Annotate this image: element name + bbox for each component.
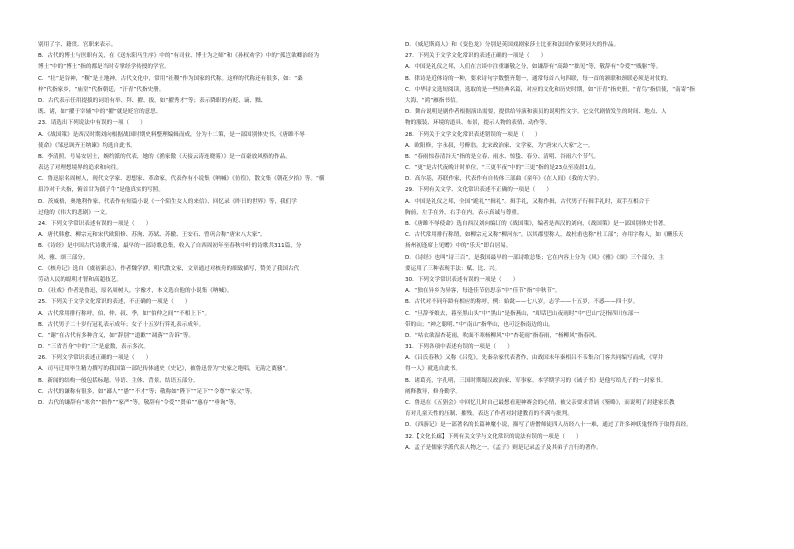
right-column-line: 28．下列关于文学文化常识表述错误的一项是（ ） <box>405 131 541 138</box>
right-column-line: 大海，“鸿”雁指书信。 <box>405 97 462 104</box>
left-column-line: D．古代的谦辞有“寒舍”“拙作”“家严”等，敬辞有“令爱”“贤弟”“惠存”“垂询”等。 <box>38 400 240 406</box>
left-column-line: 25．下列关于文学文化常识的表述，不正确的一项是（ ） <box>38 299 191 306</box>
right-column-line: 要运用了三种表现手法：赋、比、兴。 <box>405 265 501 272</box>
left-column-line: 别用了字、籍贯、官职来表示。 <box>38 42 117 48</box>
right-column-line: 胸前，左手在外，右手在内，表示真诚与尊重。 <box>405 209 523 216</box>
right-column-line: D．舞台说明是剧作者根据演出需要，提供给导演和演员的说明性文字。它交代剧情发生的时间、地点、人 <box>405 109 667 116</box>
right-column-line: B．《唐雎不辱使命》选自西汉刘向编订的《战国策》，编者是西汉的刘向，《战国策》是一部国别体史书著。 <box>405 221 669 227</box>
right-column-line: A．“独在异乡为异客，每逢佳节倍思亲”中“佳节”指“中秋节”。 <box>405 288 561 295</box>
right-column-line: A．孟子是儒家学派代表人物之一，《孟子》则是记录孟子及其弟子言行的著作。 <box>405 444 602 451</box>
right-column-line: A．《吕氏春秋》又称《吕览》，先秦杂家代表著作，由战国末年秦相吕不韦集合门客共同编写而成，《穿井 <box>405 355 664 362</box>
left-column-line: 既、诸，如“擢于宰辅”中的“擢”就是贬官的意思。 <box>38 109 162 116</box>
right-column-line: 扬州初逢席上见赠》中的“乐天”即白居易。 <box>405 243 512 250</box>
right-column-line: B．律诗是近体诗的一种，要求诗句字数整齐划一，通常每首八句四联，每一首的颔联和颈联必须是对仗的。 <box>405 75 672 82</box>
right-column-line: 30．下列文学常识表述有误的一项是（ ） <box>405 276 519 283</box>
right-column-line: 27．下列关于文学文化常识的表述正确的一项是（ ） <box>405 53 547 60</box>
right-column <box>405 40 781 454</box>
left-column-line: 劳动人民的聪明才智和高超技艺。 <box>38 276 122 283</box>
right-column-line: B．古代对不同年龄有相应的称呼，例：始龀——七八岁，志学——十五岁，不惑——四十岁。 <box>405 299 639 306</box>
left-column-line: A．《战国策》是西汉时期刘向根据战国时期史料整理编辑而成，分为十二策，是一部国别体史书，《唐雎不辱 <box>38 131 305 138</box>
left-column-line: D．古代表示任用提拔的词语有举、拜、擢、拔，如“擢秀才”等；表示降职的有贬、谪、黜、 <box>38 97 267 104</box>
left-column-line: C．古代的谦称有很多，如“鄙人”“愚”“不才”等；敬称如“陛下”“足下”“令尊”“家父”等。 <box>38 388 256 395</box>
left-column <box>38 40 414 409</box>
right-column-line: B．“春雨惊春清谷天”指的是立春、雨水、惊蛰、春分、清明、谷雨六个节气。 <box>405 153 600 160</box>
left-column-line: 眉冷对千夫指，俯首甘为孺子牛”是他真实的写照。 <box>38 187 164 194</box>
right-column-line: 育对儿童天性的压制、摧残，表达了作者对封建教育的不满与批判。 <box>405 411 573 418</box>
right-column-line: C．古代常用排行称谓，如柳宗元又称“柳河东”，以其郡望称人，故杜甫也称“杜工部”；亦用字称人，如《酬乐天 <box>405 232 684 239</box>
left-column-line: 表达了对理想境界的追求和向往。 <box>38 165 122 172</box>
left-column-line: 风、雅、颂三部分。 <box>38 254 89 261</box>
left-column-line: C．鲁迅原名周树人，现代文学家、思想家、革命家，代表作有小说集《呐喊》《彷徨》，散文集《朝花夕拾》等。“横 <box>38 176 325 183</box>
right-column-line: 得一人》就选自此书。 <box>405 366 461 373</box>
right-column-line: B．诸葛亮，字孔明，三国时期蜀汉政治家、军事家。本学期学习的《诫子书》是他写给儿子的一封家书。 <box>405 377 667 384</box>
left-column-line: C．“谢”在古代有多种含义，如“辞别”“道歉”“凋落”“告诉”等。 <box>38 332 194 339</box>
right-column-line: 29．下列有关文学、文化常识表述不正确的一项是（ ） <box>405 187 552 194</box>
right-column-line: C．鲁迅在《五猖会》中回忆儿时自己最想看迎神赛会的心情，被父亲要求背诵《鉴略》，而说明了封建家长教 <box>405 400 675 406</box>
right-column-line: 32.【文化长廊】下列有关文学与文化常识的说法有误的一项是（ ） <box>405 433 582 440</box>
right-column-line: D．“咕衣欲湿杏花雨，吹面不寒杨柳风”中“杏花雨”指春雨，“杨柳风”指春风。 <box>405 332 601 339</box>
left-column-line: D．茨威格，奥地利作家，代表作有短篇小说《一个陌生女人的来信》、回忆录《昨日的世界》等，我们学 <box>38 198 297 205</box>
right-column-line: C．“更”是古代夜晚计时单位，“三更半夜”中的“三更”指的是23点至凌晨1点。 <box>405 165 600 172</box>
left-column-line: B．李清照，号易安居士，婉约派的代表，她的《渔家傲（天接云涛连晓雾）》是一首豪放风格的作品。 <box>38 153 291 160</box>
right-column-line: A．中国是礼仪之邦，全国“跪礼”“揖礼”。揖手礼，又称作揖，古代男子行揖手礼时，双手互相合于 <box>405 198 650 205</box>
left-column-line: A．司马迁用毕生精力撰写的我国第一部纪传体通史《史记》，被鲁迅誉为“史家之绝唱，无韵之离骚”。 <box>38 366 291 373</box>
left-column-line: 梓”代指家乡，“庙堂”代指朝廷，“汗青”代指史册。 <box>38 86 165 93</box>
left-column-line: D．“三省吾身”中的“三”是虚数，表示多次。 <box>38 344 149 351</box>
left-column-line: B．古代男子二十岁行冠礼表示成年；女子十五岁行笄礼表示成年。 <box>38 321 205 328</box>
left-column-line: C．《核舟记》选自《虞初新志》，作者魏学洢，明代散文家，文章通过对核舟的细致描写，赞美了我国古代 <box>38 265 300 272</box>
left-column-line: 过他的《伟大的悲剧》一文。 <box>38 209 111 216</box>
left-column-line: B．新闻的结构一般包括标题、导语、主体、背景、结语五部分。 <box>38 377 199 384</box>
right-column-line: C．中华诗文选短阅读，选取的是一些经典名篇，对应的文化和历史时期，如“汗青”指史册，“青鸟”指信使，“南寄”指 <box>405 86 695 93</box>
left-column-line: 使命》《邹忌讽齐王纳谏》均选自此书。 <box>38 142 136 149</box>
right-column-line: D．《威尼斯商人》和《变色龙》分别是英国戏剧家莎士比亚和法国作家契诃夫的作品。 <box>405 42 620 48</box>
left-column-line: D．《社戏》作者是鲁迅，原名周树人，字豫才，本文选自他的小说集《呐喊》。 <box>38 288 233 295</box>
right-column-line: C．“旦辞爷娘去，暮至黑山头”中“黑山”是指燕山，“却话巴山夜雨时”中“巴山”泛指四川东部一 <box>405 310 640 317</box>
right-column-line: 阐释教导，修身勤学。 <box>405 388 461 395</box>
right-column-line: 31．下列各项中表述有误的一项是（ ） <box>405 344 513 351</box>
left-column-line: B．《诗经》是中国古代诗歌开端，最早的一部诗歌总集，收入了自西周初年至春秋中叶的诗歌共311篇，分 <box>38 243 302 250</box>
left-column-line: A．唐代韩愈、柳宗元和宋代欧阳修、苏洵、苏轼、苏辙、王安石、曾巩合称“唐宋八大家”。 <box>38 232 266 239</box>
right-column-line: A．欧阳修，字永叔，号醉翁，北宋政治家、文学家，为“唐宋八大家”之一。 <box>405 142 594 149</box>
left-column-line: B．古代的博士与医职有关，在《送东阳马生序》中的“有司业、博士为之师”和《孙权劝学》中的“孤岂欲卿治经为 <box>38 53 320 60</box>
right-column-line: D．《诗经》也叫“诗三百”，是我国最早的一部诗歌总集；它在内容上分为《风》《雅》《颂》三个部分，主 <box>405 254 665 261</box>
right-column-line: A．中国是礼仪之邦，人们在言谈中注重谦敬之分，如谦辞有“高龄”“拙见”等，敬辞有“令爱”“贱躯”等。 <box>405 64 662 71</box>
left-column-line: C．“壮”是谷神，“稷”是土地神，古代文化中，常用“社稷”作为国家的代称。这样的代称还有很多，如：“桑 <box>38 75 303 82</box>
left-column-line: 博士”中的“博士”指的都是当时专掌经学传授的学官。 <box>38 64 170 71</box>
left-column-line: 24．下列文学常识表述有误的一项是（ ） <box>38 221 152 227</box>
right-column-line: D．高尔基，苏联作家，代表作有自传体三部曲《童年》《在人间》《我的大学》。 <box>405 176 603 183</box>
left-column-line: A．古代常用排行称呼，伯、仲、叔、季，如“伯仲之间”“不相上下”。 <box>38 310 211 317</box>
right-column-line: 物的服装、环境的道具、布景，提示人物的表情、动作等。 <box>405 120 551 127</box>
right-column-line: 带的山；“神之聪明、”中“南山”指华山，也可泛指南边的山。 <box>405 321 554 328</box>
left-column-line: 23．请选出下列说法中有误的一项（ ） <box>38 120 146 127</box>
right-column-line: D．《西游记》是一部著名的长篇神魔小说，描写了唐僧师徒四人历经八十一难，通过了许多神妖鬼怪终于取得真经。 <box>405 422 692 429</box>
left-column-line: 26．下列文学常识表述正确的一项是（ ） <box>38 355 152 362</box>
